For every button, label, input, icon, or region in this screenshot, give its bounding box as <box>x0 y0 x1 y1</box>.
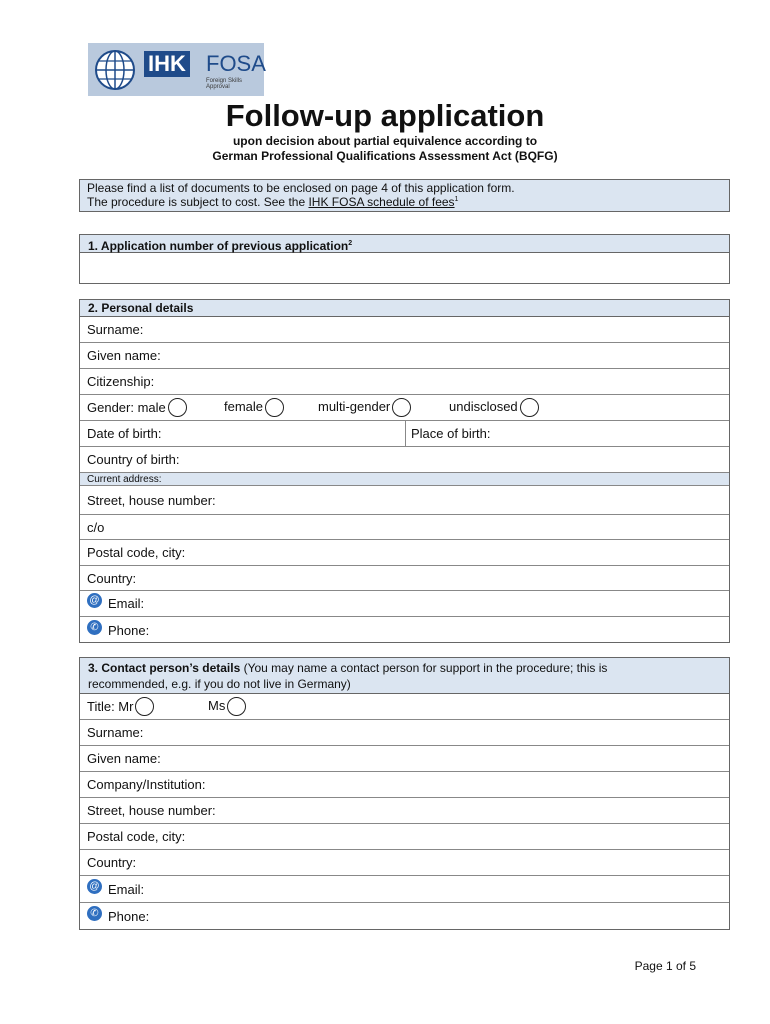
postal-city-label: Postal code, city: <box>87 545 186 560</box>
application-number-field[interactable] <box>80 253 729 283</box>
contact-postal-city-field[interactable] <box>80 824 729 850</box>
info-line-2 <box>87 195 722 209</box>
title-ms-label: Ms <box>208 697 226 713</box>
subtitle-line-2: German Professional Qualifications Assessment Act (BQFG) <box>212 149 558 163</box>
page-title: Follow-up application <box>225 98 545 133</box>
country-field[interactable] <box>80 566 729 591</box>
contact-given-name-field[interactable] <box>80 746 729 772</box>
country-label: Country: <box>87 570 137 586</box>
phone-label: Phone: <box>108 622 150 638</box>
phone-icon: ✆ <box>87 620 102 635</box>
radio-mr[interactable] <box>135 697 154 716</box>
section-1-title: 1. Application number of previous application <box>88 239 349 253</box>
gender-row <box>80 395 729 421</box>
postal-city-field[interactable] <box>80 540 729 566</box>
contact-country-label: Country: <box>87 855 137 870</box>
ihk-fosa-logo <box>88 43 264 96</box>
section-1 <box>79 234 730 284</box>
current-address-subheader <box>80 473 729 486</box>
given-name-label: Given name: <box>87 348 161 363</box>
gender-multi-label: multi-gender <box>318 398 391 414</box>
gender-female-group <box>224 398 284 417</box>
co-field[interactable] <box>80 515 729 540</box>
current-address-label: Current address: <box>87 473 162 485</box>
logo-ihk: IHK <box>144 51 190 77</box>
contact-postal-city-label: Postal code, city: <box>87 829 186 844</box>
section-2 <box>79 299 730 643</box>
given-name-field[interactable] <box>80 343 729 369</box>
surname-label: Surname: <box>87 322 144 337</box>
phone-field[interactable] <box>80 617 729 643</box>
footnote-1: 1 <box>454 196 459 203</box>
info-box <box>79 179 730 212</box>
citizenship-field[interactable] <box>80 369 729 395</box>
radio-ms[interactable] <box>227 697 246 716</box>
contact-given-name-label: Given name: <box>87 751 161 766</box>
email-field[interactable] <box>80 591 729 617</box>
title-ms-group <box>208 697 246 716</box>
phone-icon: ✆ <box>87 906 102 921</box>
gender-male-label: Gender: male <box>87 400 166 415</box>
birth-row <box>80 421 729 447</box>
company-field[interactable] <box>80 772 729 798</box>
radio-male[interactable] <box>168 398 187 417</box>
email-label: Email: <box>108 596 145 611</box>
logo-fosa: FOSA <box>206 51 266 76</box>
subtitle-line-1: upon decision about partial equivalence according to <box>232 134 538 148</box>
section-2-header: 2. Personal details <box>80 300 729 317</box>
contact-email-field[interactable] <box>80 876 729 903</box>
at-icon: @ <box>87 593 102 608</box>
globe-icon <box>94 49 136 91</box>
date-of-birth-label: Date of birth: <box>87 426 162 441</box>
contact-phone-field[interactable] <box>80 903 729 929</box>
at-icon: @ <box>87 879 102 894</box>
title-row <box>80 694 729 720</box>
page-number: Page 1 of 5 <box>634 959 696 973</box>
contact-phone-label: Phone: <box>108 908 150 924</box>
title-mr-label: Title: Mr <box>87 699 134 714</box>
gender-multi-group <box>318 398 411 417</box>
section-1-header <box>80 235 729 253</box>
place-of-birth-label: Place of birth: <box>411 426 491 441</box>
place-of-birth-field[interactable] <box>406 426 496 441</box>
radio-undisclosed[interactable] <box>520 398 539 417</box>
info-line-1: Please find a list of documents to be enclosed on page 4 of this application form. <box>87 181 515 195</box>
contact-surname-label: Surname: <box>87 725 144 740</box>
contact-email-label: Email: <box>108 881 145 897</box>
citizenship-label: Citizenship: <box>87 374 155 389</box>
co-label: c/o <box>87 519 105 535</box>
gender-undisclosed-label: undisclosed <box>449 398 518 414</box>
contact-street-label: Street, house number: <box>87 803 216 818</box>
section-3-note: (You may name a contact person for support in the procedure; this is <box>240 661 608 675</box>
gender-undisclosed-group <box>449 398 539 417</box>
fees-link[interactable]: IHK FOSA schedule of fees <box>308 195 455 209</box>
surname-field[interactable] <box>80 317 729 343</box>
radio-multi-gender[interactable] <box>392 398 411 417</box>
contact-country-field[interactable] <box>80 850 729 876</box>
section-3-header-line-2: recommended, e.g. if you do not live in Germany) <box>88 677 351 691</box>
contact-surname-field[interactable] <box>80 720 729 746</box>
street-label: Street, house number: <box>87 492 216 508</box>
gender-female-label: female <box>224 398 264 414</box>
radio-female[interactable] <box>265 398 284 417</box>
country-of-birth-label: Country of birth: <box>87 452 180 467</box>
date-of-birth-field[interactable] <box>80 421 406 446</box>
street-field[interactable] <box>80 486 729 515</box>
section-3-header <box>80 658 729 694</box>
section-3 <box>79 657 730 930</box>
contact-street-field[interactable] <box>80 798 729 824</box>
country-of-birth-field[interactable] <box>80 447 729 473</box>
info-line-2-prefix: The procedure is subject to cost. See the <box>87 195 309 209</box>
section-3-title: 3. Contact person’s details <box>88 661 241 675</box>
logo-tagline: Foreign Skills Approval <box>206 78 243 90</box>
footnote-2: 2 <box>348 240 353 247</box>
company-label: Company/Institution: <box>87 777 206 792</box>
section-3-header-line-1 <box>88 660 721 676</box>
